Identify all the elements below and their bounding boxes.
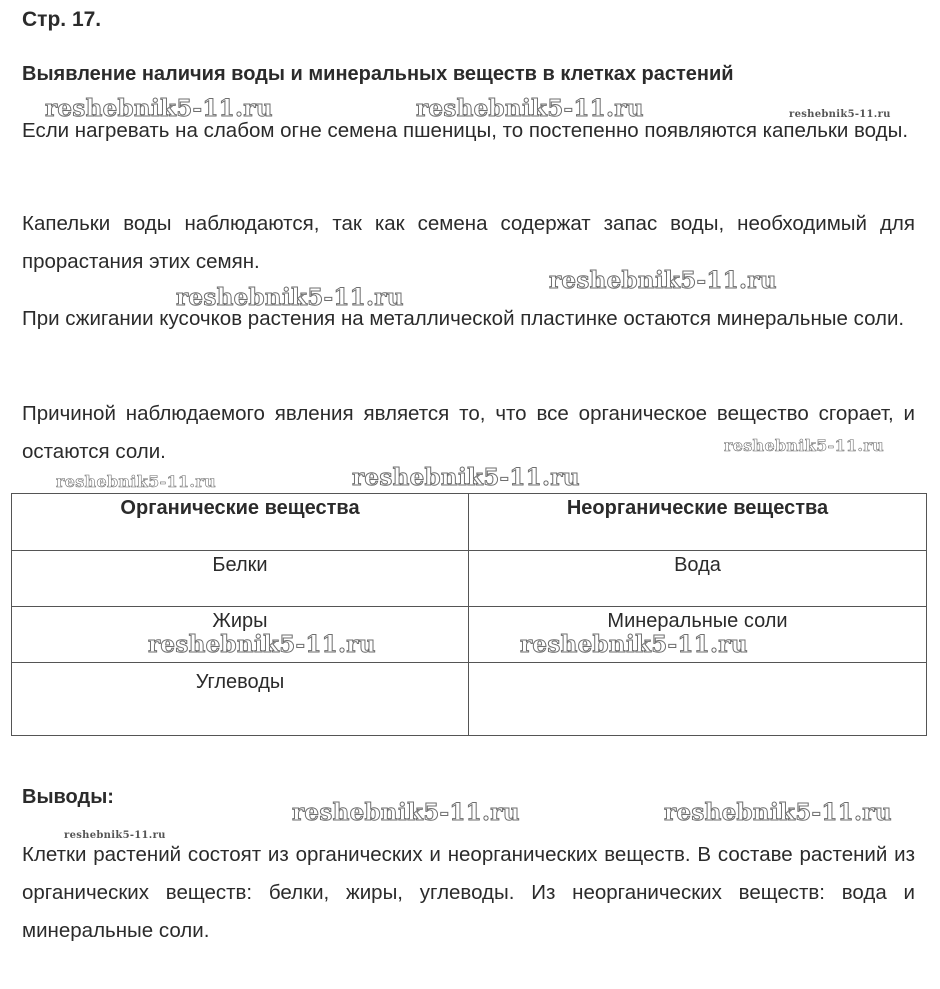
watermark: reshebnik5-11.ru — [724, 436, 884, 455]
table-cell: Вода — [469, 551, 927, 607]
table-cell — [469, 663, 927, 736]
watermark: reshebnik5-11.ru — [520, 631, 748, 658]
table-header-row — [12, 494, 927, 551]
watermark: reshebnik5-11.ru — [664, 799, 892, 826]
conclusions-heading: Выводы: — [22, 786, 114, 808]
paragraph-burning-plant: При сжигании кусочков растения на металлической пластинке остаются минеральные соли. — [22, 307, 905, 330]
watermark: reshebnik5-11.ru — [45, 95, 273, 122]
table-cell: Минеральные соли — [469, 607, 927, 663]
table-cell: Углеводы — [12, 663, 469, 736]
paragraph-heating-seeds: Если нагревать на слабом огне семена пшеницы, то постепенно появляются капельки воды. — [22, 119, 909, 142]
watermark: reshebnik5-11.ru — [416, 95, 644, 122]
table-row — [12, 551, 927, 607]
header-inorganic: Неорганические вещества — [469, 494, 927, 551]
watermark: reshebnik5-11.ru — [549, 267, 777, 294]
watermark: reshebnik5-11.ru — [148, 631, 376, 658]
section-title: Выявление наличия воды и минеральных веществ в клетках растений — [22, 63, 734, 85]
paragraph-burning-explanation: Причиной наблюдаемого явления является то, что все органическое вещество сгорает, и остаются соли. — [22, 402, 915, 463]
paragraph-water-explanation: Капельки воды наблюдаются, так как семена содержат запас воды, необходимый для прорастания этих семян. — [22, 212, 915, 273]
conclusions-text: Клетки растений состоят из органических и неорганических веществ. В составе растений из органических веществ: белки, жиры, углеводы. Из неорганических веществ: вода и минеральные соли. — [22, 843, 915, 942]
watermark: reshebnik5-11.ru — [352, 464, 580, 491]
watermark: reshebnik5-11.ru — [789, 109, 891, 120]
page-number: Стр. 17. — [22, 8, 102, 31]
substances-table — [11, 493, 927, 736]
table-row — [12, 607, 927, 663]
watermark: reshebnik5-11.ru — [56, 472, 216, 491]
watermark: reshebnik5-11.ru — [176, 284, 404, 311]
table-cell: Белки — [12, 551, 469, 607]
table-cell: Жиры — [12, 607, 469, 663]
watermark: reshebnik5-11.ru — [292, 799, 520, 826]
watermark: reshebnik5-11.ru — [64, 830, 166, 841]
table-row — [12, 663, 927, 736]
header-organic: Органические вещества — [12, 494, 469, 551]
